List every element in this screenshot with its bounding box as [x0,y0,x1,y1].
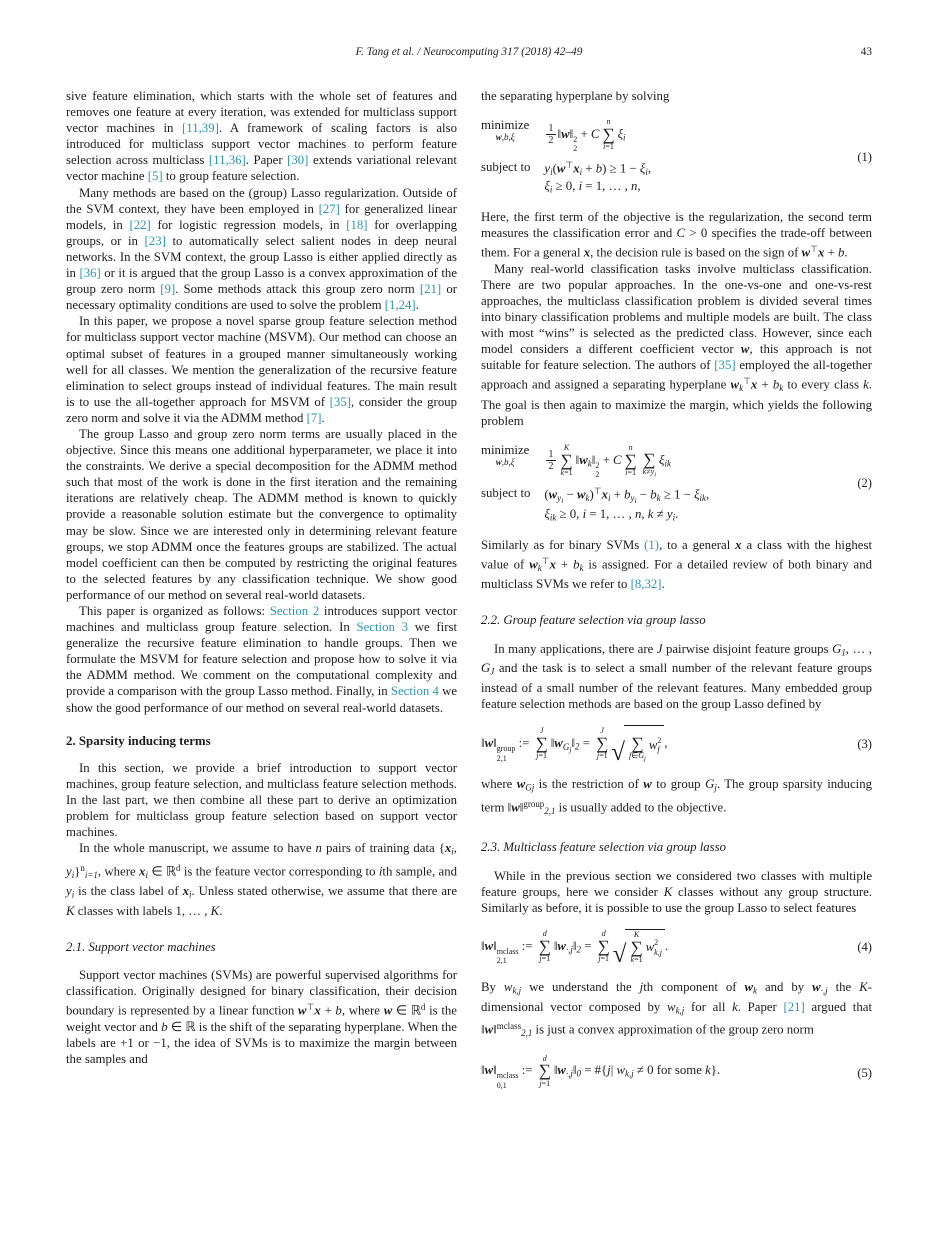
inline-math: x [549,557,556,572]
inline-math: d [175,863,181,873]
inline-math: b [837,245,845,260]
inline-math: G [705,777,715,792]
citation-link[interactable]: [5] [147,169,163,184]
equation-math: minimize w,b,ξ $\frac{1}{2}$ K ∑ k=1 $‖w_k‖$ 2 2 + C n ∑ i=1 ∑ $k\ne y_i$ $\xi_{ik}$ subject to $(w_{y_i} - w_k)^⊤x_i + b_{y_i} - b_k \ge 1 - \xi_{ik}$, $\xi_{ik} \ge 0$, i = 1, … , n, $k \ne y_i$. [481,442,710,523]
inline-math: k,j [512,985,522,996]
inline-math: x [750,377,758,392]
inline-math: k [579,563,584,574]
equation-math: ‖w‖ mclass 0,1 := d ∑ j=1 $‖w_{\cdot,j}‖_0$ = #{j| $w_{k,j} \ne 0$ for some k}. [481,1053,721,1090]
citation-link[interactable]: [18] [346,217,368,232]
equation-block [481,442,872,524]
inline-math: d [420,1002,426,1013]
paragraph: Here, the first term of the objective is the regularization, the second term measures the classification error and C > 0 specifies the trade-off between them. For a general x, the decision rule is based on the sign of w⊤x + b. [481,210,872,260]
inline-math: b [772,377,780,392]
equation-number: (1) [857,149,872,164]
inline-math: ⊤ [810,244,818,255]
inline-math: j [714,783,717,794]
inline-math: y [66,864,72,879]
paragraph: Many methods are based on the (group) Lasso regularization. Outside of the SVM context, they have been employed in [27] for generalized linear models, in [22] for logistic regression models, in [18] for overlapping groups, or in [23] to automatically select salient nodes in deep neural networks. In the SVM context, the group Lasso is either applied directly as in [36] or it is argued that the group Lasso is a convex approximation of the group zero norm [9]. Some methods attack this group zero norm [21] or necessary optimality conditions are used to solve the problem [1,24]. [66,185,457,313]
inline-math: w [730,377,740,392]
citation-link[interactable]: [7] [306,410,322,425]
running-title: F. Tang et al. / Neurocomputing 317 (2018) 42–49 [355,46,583,58]
paragraph: While in the previous section we considered two classes with multiple feature groups, here we consider K classes without any group structure. Similarly as before, it is possible to use the group Lasso to select features [481,868,873,915]
paragraph: The group Lasso and group zero norm terms are usually placed in the objective. Since this means one additional hyperparameter, we place it into the constraints. We derive a special decomposition for the ADMM method such that most of the work is done in the first iteration and the remaining iterations are relatively cheap. The ADMM method is known to quickly provide a reasonable solution estimate but the convergence to optimality may be slow. Since we are interested only in determining relevant feature groups, we stop ADMM once the features groups are stabilized. The actual model coefficient can then be computed by restricting the original features to the selected features by any classification technique. We show good performance of our method on several real-world datasets. [66,426,457,602]
citation-link[interactable]: [27] [318,201,340,216]
inline-math: x [314,1003,321,1018]
paragraph: In the whole manuscript, we assume to have n pairs of training data {$x_i$, $y_i\}^n_{i=1}$, where $x_i$ ∈ ℝ$^d$ is the feature vector corresponding to ith sample, and $y_i$ is the class label of $x_i$. Unless stated otherwise, we assume that there are K classes with labels 1, … , K. [66,841,458,919]
inline-math: C [676,226,686,241]
equation-math: minimize w,b,ξ $\frac{1}{2}$ ‖w‖ 2 2 + C n ∑ i=1 $\xi_i$ subject to $y_i(w^⊤x_i + b) \ge 1 - \xi_i$, $\xi_i \ge 0$, i = 1, … , n, [481,117,652,195]
inline-math: w [744,979,754,994]
subsection-heading: 2.1. Support vector machines [66,940,216,955]
inline-math: J [490,667,495,678]
inline-math: G [481,661,491,676]
equation-block [481,117,872,196]
paragraph: where $w_{Gj}$ is the restriction of w to group $G_j$. The group sparsity inducing term ‖w‖$^{group}_{2,1}$ is usually added to the objective. [481,777,872,817]
page-number: 43 [860,46,872,58]
inline-math: b [161,1019,168,1034]
citation-link[interactable]: [11,39] [182,121,219,136]
inline-math: ⊤ [541,556,550,567]
inline-math: x [139,864,146,879]
citation-link[interactable]: [30] [287,153,309,168]
citation-link[interactable]: [22] [129,217,151,232]
inline-math: x [817,245,825,260]
inline-math: j [531,783,535,794]
inline-math: w [484,1022,494,1037]
citation-link[interactable]: [35] [714,358,736,373]
inline-math: b [335,1003,342,1018]
inline-math: mclass [496,1021,522,1032]
equation-block [481,725,872,767]
citation-link[interactable]: [23] [144,233,166,248]
equation-block [481,1055,872,1091]
inline-math: 2,1 [544,806,556,817]
inline-math: y [66,884,72,899]
equation-number: (4) [857,940,872,955]
citation-link[interactable]: [36] [79,266,101,281]
section-heading: 2. Sparsity inducing terms [66,733,211,748]
inline-math: w [667,999,676,1014]
right-column [481,88,872,1104]
inline-math: ⊤ [306,1002,315,1013]
citation-link[interactable]: (1) [644,538,660,553]
running-head [66,46,872,62]
paragraph: Many real-world classification tasks involve multiclass classification. There are two popular approaches. In the one-vs-one and one-vs-rest approaches, the multiclass classification problem is divided several times into binary classification problems and multiple models are built. The class with most “wins” is selected as the predicted class. However, since each model considers a different coefficient vector w, this approach is not suitable for feature selection. The authors of [35] employed the all-together approach and assigned a separating hyperplane $w_k^⊤x + b_k$ to every class k. The goal is then again to maximize the margin, which yields the following problem [481,261,872,428]
inline-math: J [656,641,663,656]
inline-math: i [188,889,192,900]
inline-math: i [145,870,148,881]
inline-math: w [812,979,821,994]
inline-math: w [503,979,513,994]
citation-link[interactable]: [35] [329,394,351,409]
citation-link[interactable]: [1,24] [384,298,416,313]
inline-math: j [639,979,644,994]
citation-link[interactable]: Section 3 [356,620,409,635]
inline-math: group [523,799,545,810]
paragraph: Support vector machines (SVMs) are powerful supervised algorithms for classification. Originally designed for binary classification, their decision boundary is represented by a linear function w⊤x + b, where w ∈ ℝ$^d$ is the weight vector and b ∈ ℝ is the shift of the separating hyperplane. When the labels are +1 or −1, the idea of SVMs is to maximize the margin between the samples and [66,968,457,1067]
paragraph: sive feature elimination, which starts with the whole set of features and removes one feature at every iteration, was extended for multiclass support vector machines in [11,39]. A framework of scaling factors is also introduced for multiclass support vector machines to perform feature selection across multiclass [11,36]. Paper [30] extends variational relevant vector machine [5] to group feature selection. [66,89,457,184]
equation-number: (5) [857,1065,872,1080]
inline-math: w [516,777,526,792]
inline-math: ⊤ [743,376,751,387]
paragraph: In this section, we provide a brief introduction to support vector machines, group feature selection, and multiclass feature selection methods. In the last part, we then combine all these part to derive an optimization problem for multiclass group feature selection based on support vector machines. [66,760,457,840]
equation-number: (2) [857,475,872,490]
citation-link[interactable]: [21] [783,999,805,1014]
paragraph: By $w_{k,j}$ we understand the jth component of $w_k$ and by $w_{\cdot,j}$ the K-dimensional vector composed by $w_{k,j}$ for all k. Paper [21] argued that ‖w‖$^{mclass}_{2,1}$ is just a convex approximation of the group zero norm [481,979,872,1039]
inline-math: G [525,783,532,794]
citation-link[interactable]: [11,36] [208,153,246,168]
inline-math: 2,1 [521,1028,533,1039]
inline-math: K [663,884,673,899]
inline-math: i [378,864,383,879]
equation-math: ‖w‖ group 2,1 := J ∑ j=1 $‖w_{G_j}‖_2$ = J ∑ j=1 √ ∑ $f\in G_j$ w 2 f , [481,726,668,767]
inline-math: i=1 [84,870,98,881]
inline-math: x [444,841,452,856]
paragraph: In this paper, we propose a novel sparse group feature selection method for multiclass support vector machine (MSVM). Our method can choose an optimal subset of features in a grouped manner simultaneously working well for all classes. We mention the generalization of the recursive feature elimination to select groups instead of individual features. The main result is to use the all-together approach for MSVM of [35], consider the group zero norm and solve it via the ADMM method [7]. [66,314,458,425]
inline-math: n [315,841,322,856]
inline-math: w [643,777,652,792]
paragraph: Similarly as for binary SVMs (1), to a general x a class with the highest value of $w_k^⊤x + b_k$ is assigned. For a detailed review of both binary and multiclass SVMs we refer to [8,32]. [481,538,872,592]
inline-math: G [832,641,842,656]
inline-math: x [735,538,742,553]
inline-math: x [583,245,591,260]
two-column-layout [66,88,872,1104]
inline-math: i [71,889,75,900]
inline-math: w [383,1003,393,1018]
inline-math: w [740,342,750,357]
inline-math: i [451,846,454,857]
inline-math: k [537,563,542,574]
inline-math: k [779,383,784,394]
inline-math: i [71,870,75,881]
citation-link[interactable]: Section 4 [390,684,439,699]
inline-math: w [298,1003,307,1018]
inline-math: b [573,557,580,572]
inline-math: k [753,985,758,996]
inline-math: x [182,884,189,899]
inline-math: w [511,800,520,815]
subsection-heading: 2.2. Group feature selection via group lasso [481,613,706,628]
citation-link[interactable]: [8,32] [630,577,662,592]
equation-math: ‖w‖ mclass 2,1 := d ∑ j=1 $‖w_{\cdot,j}‖_2$ = d ∑ j=1 √ K ∑ k=1 w 2 k,j . [481,928,669,968]
inline-math: K [859,979,868,994]
citation-link[interactable]: [9] [160,282,176,297]
inline-math: k,j [675,1005,685,1016]
left-column [66,88,457,1104]
inline-math: n [80,863,85,873]
inline-math: w [529,557,538,572]
citation-link[interactable]: Section 2 [269,604,320,618]
inline-math: w [801,245,811,260]
paragraph: the separating hyperplane by solving [481,89,670,103]
inline-math: 1 [841,647,846,658]
inline-math: k [732,999,738,1014]
equation-block [481,929,872,966]
subsection-heading: 2.3. Multiclass feature selection via group lasso [481,840,727,855]
inline-math: k [739,383,744,394]
inline-math: K [66,904,75,919]
equation-number: (3) [857,737,872,752]
inline-math: K [210,904,220,919]
paragraph: This paper is organized as follows: Section 2 introduces support vector machines and multiclass group feature selection. In Section 3 we first generalize the recursive feature elimination to handle groups. Then we formulate the MSVM for feature selection and propose how to solve it via the ADMM method. We comment on the computational complexity and provide a comparison with the group Lasso method. Finally, in Section 4 we show the good performance of our method on several real-world datasets. [66,604,458,715]
inline-math: ·,j [820,985,828,996]
inline-math: k [863,377,869,392]
paragraph: In many applications, there are J pairwise disjoint feature groups $G_1$, … , $G_J$ and the task is to select a small number of the relevant feature groups instead of a small number of the relevant features. Many embedded group feature selection methods are based on the group Lasso defined by [481,641,872,712]
citation-link[interactable]: [21] [419,282,442,297]
